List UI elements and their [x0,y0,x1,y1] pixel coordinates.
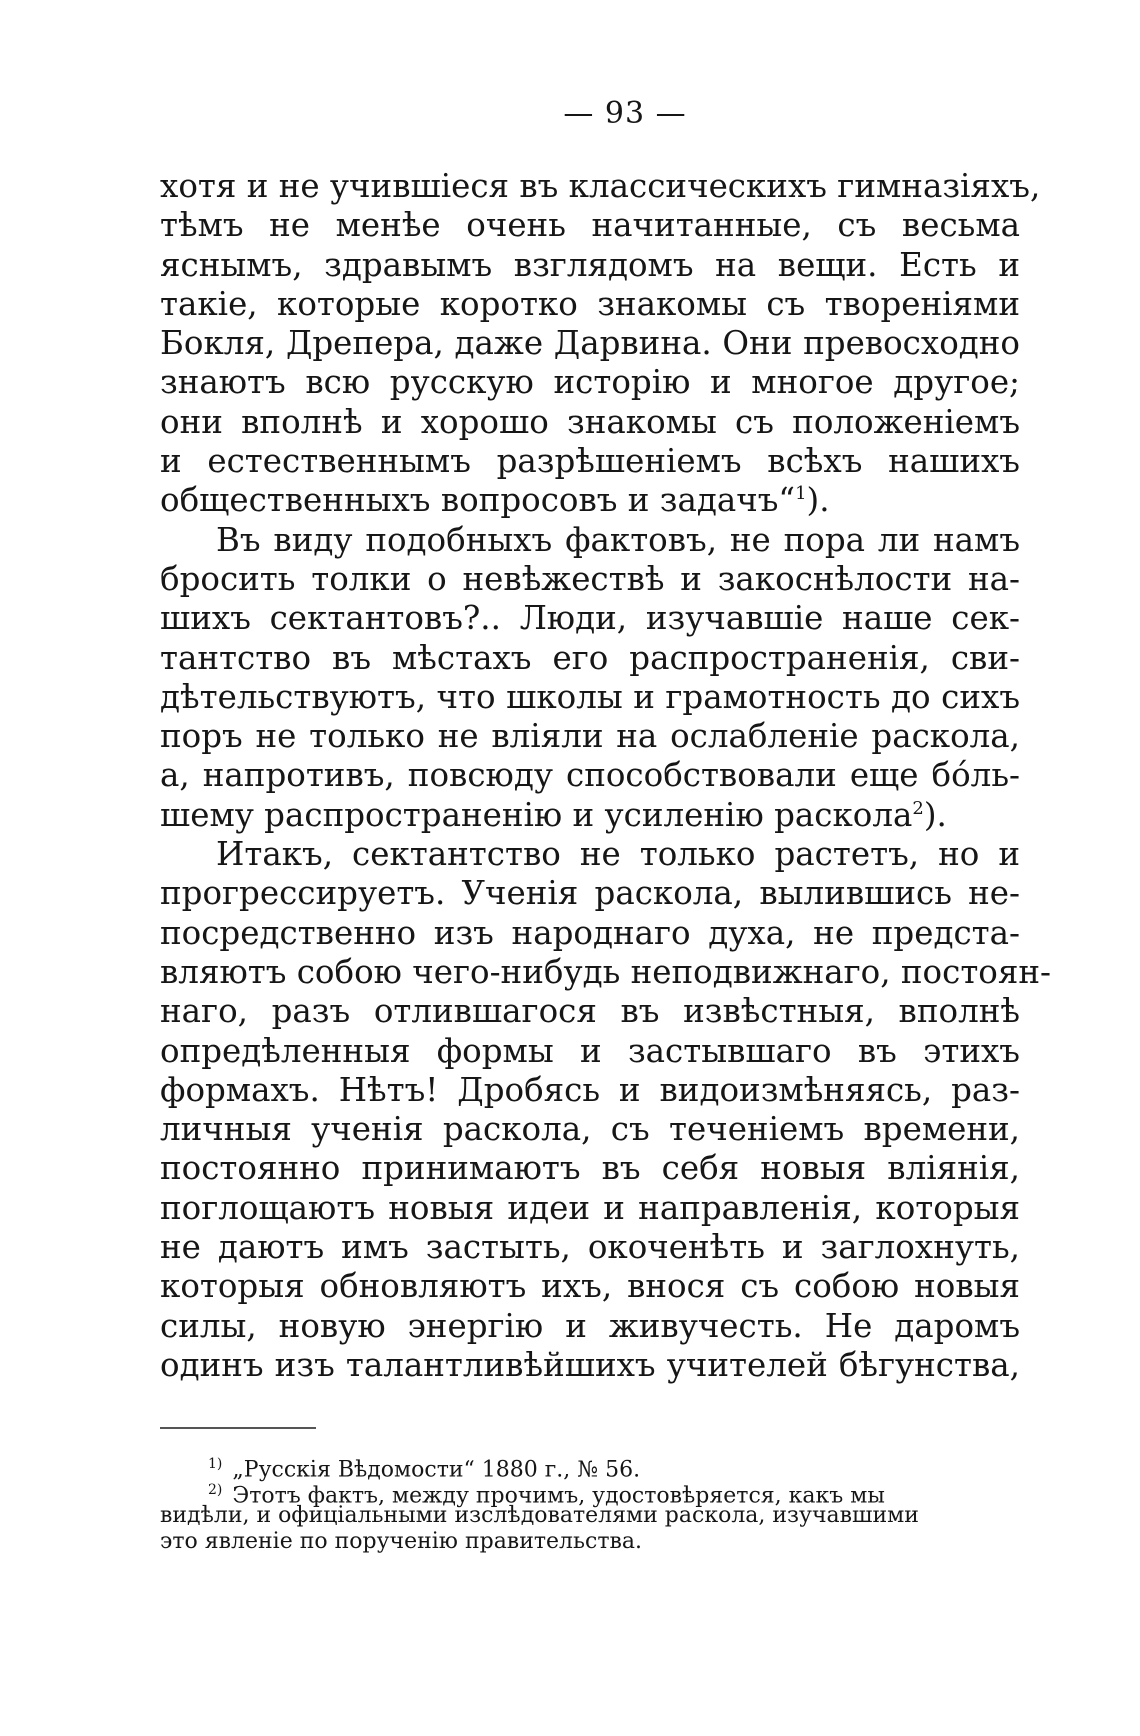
text-line: формахъ. Нѣтъ! Дробясь и видоизмѣняясь, раз- [160,1070,1020,1109]
text-line: поръ не только не вліяли на ослабленіе раскола, [160,717,1020,756]
text-line-last [160,481,1020,520]
text-fragment: шему распространенію и усиленію раскола [160,795,913,834]
footnote-divider [160,1427,316,1429]
footnote-1 [160,1451,1020,1483]
text-line: бросить толки о невѣжествѣ и закоснѣлости на- [160,559,1020,598]
text-line: не даютъ имъ застыть, окоченѣть и заглохнуть, [160,1228,1020,1267]
text-line: они вполнѣ и хорошо знакомы съ положеніемъ [160,402,1020,441]
text-line: посредственно изъ народнаго духа, не предста- [160,913,1020,952]
text-line: тѣмъ не менѣе очень начитанные, съ весьма [160,206,1020,245]
text-line: такіе, которые коротко знакомы съ твореніями [160,284,1020,323]
text-line: хотя и не учившіеся въ классическихъ гимназіяхъ, [160,167,1041,205]
footnote-reference: 1 [795,483,807,505]
footnote-2 [160,1477,1020,1509]
text-line: Бокля, Дрепера, даже Дарвина. Они превосходно [160,324,1020,363]
text-line: личныя ученія раскола, съ теченіемъ времени, [160,1110,1020,1149]
text-fragment: ). [806,481,830,520]
footnote-2-continuation: видѣли, и офиціальными изслѣдователями раскола, изучавшими [160,1503,919,1529]
footnotes [160,1451,1020,1555]
text-line: знаютъ всю русскую исторію и многое другое; [160,363,1020,402]
text-line: опредѣленныя формы и застывшаго въ этихъ [160,1031,1020,1070]
text-line: наго, разъ отлившагося въ извѣстныя, вполнѣ [160,992,1020,1031]
text-line: Въ виду подобныхъ фактовъ, не пора ли намъ [216,520,1020,559]
text-line: тантство въ мѣстахъ его распространенія, сви- [160,638,1020,677]
text-line: поглощаютъ новыя идеи и направленія, которыя [160,1188,1020,1227]
footnote-text: Этотъ фактъ, между прочимъ, удостовѣряется, какъ мы [232,1483,885,1509]
text-line: силы, новую энергію и живучесть. Не даромъ [160,1306,1020,1345]
paragraph-1 [160,167,1041,521]
footnote-mark: 2) [208,1482,223,1499]
text-line: которыя обновляютъ ихъ, внося съ собою новыя [160,1267,1020,1306]
paragraph-3 [160,835,1052,1385]
text-line: дѣтельствуютъ, что школы и грамотность до сихъ [160,677,1020,716]
body-text [160,167,1052,1385]
text-fragment: общественныхъ вопросовъ и задачъ“ [160,481,796,520]
text-line: шихъ сектантовъ?.. Люди, изучавшіе наше сек- [160,599,1020,638]
text-line: и естественнымъ разрѣшеніемъ всѣхъ нашихъ [160,442,1020,481]
text-line: Итакъ, сектантство не только растетъ, но и [216,835,1020,874]
text-line: одинъ изъ талантливѣйшихъ учителей бѣгунства, [160,1345,1020,1384]
footnote-mark: 1) [208,1456,223,1473]
text-line: вляютъ собою чего-нибудь неподвижнаго, постоян- [160,952,1052,991]
footnote-2-continuation: это явленіе по порученію правительства. [160,1529,642,1555]
page-number: — 93 — [563,96,687,131]
text-line: постоянно принимаютъ въ себя новыя вліянія, [160,1149,1020,1188]
text-line: а, напротивъ, повсюду способствовали еще бóль- [160,756,1020,795]
text-fragment: ). [923,795,947,834]
text-line: прогрессируетъ. Ученія раскола, вылившись не- [160,874,1020,913]
book-page [160,96,1052,1555]
footnote-text: „Русскія Вѣдомости“ 1880 г., № 56. [232,1457,641,1483]
paragraph-2 [160,521,1020,835]
footnote-reference: 2 [912,797,924,819]
text-line: яснымъ, здравымъ взглядомъ на вещи. Есть и [160,245,1020,284]
text-line-last [160,796,1020,835]
